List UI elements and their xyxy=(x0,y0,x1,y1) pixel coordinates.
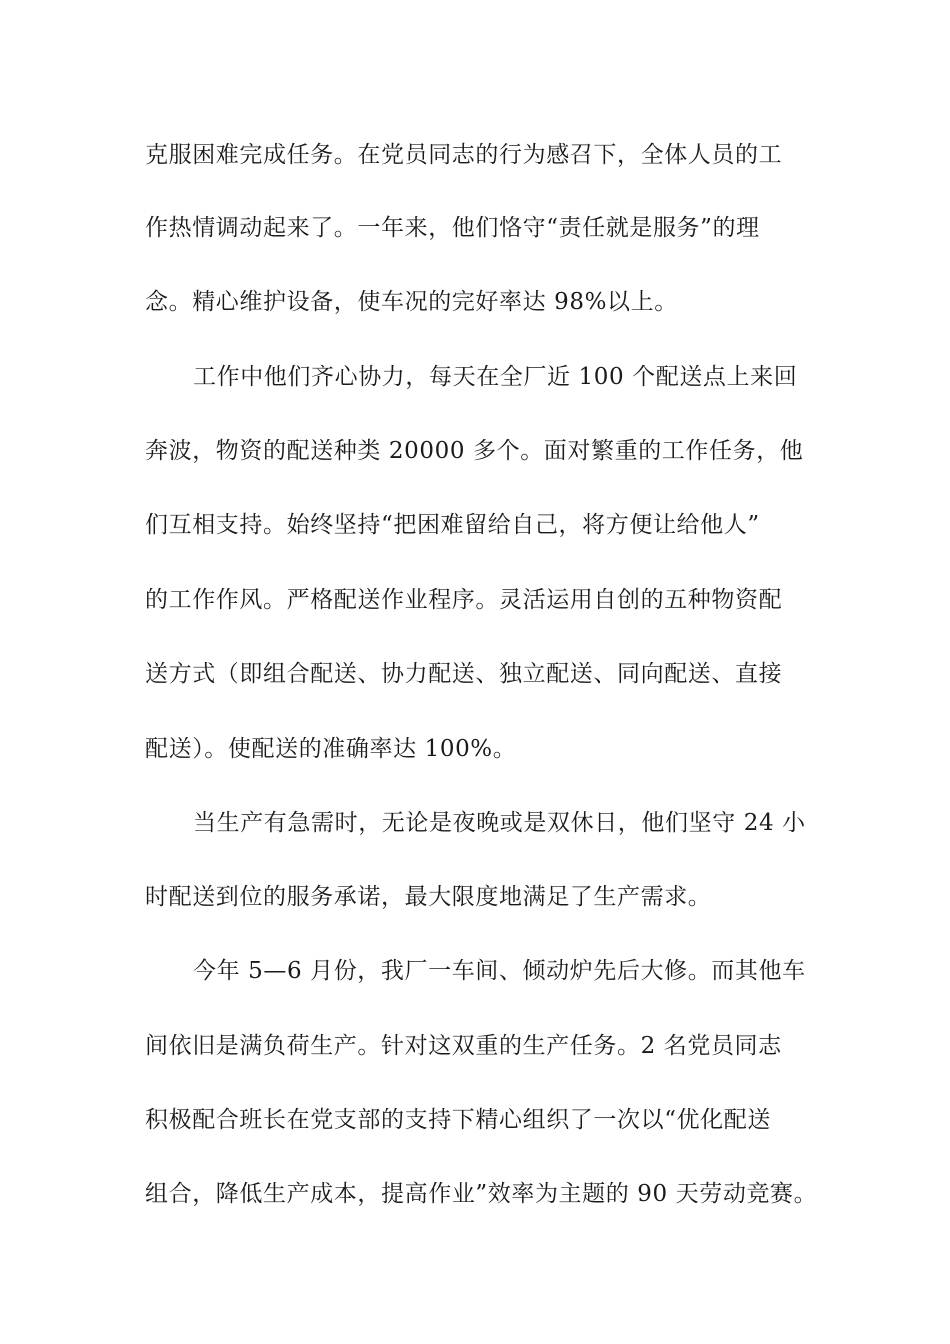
paragraph-first-line: 工作中他们齐心协力，每天在全厂近 100 个配送点上来回 xyxy=(193,364,798,390)
text-line: 念。精心维护设备，使车况的完好率达 98%以上。 xyxy=(145,289,678,315)
text-line: 配送）。使配送的准确率达 100%。 xyxy=(145,736,517,762)
text-line: 组合，降低生产成本，提高作业”效率为主题的 90 天劳动竞赛。 xyxy=(145,1181,818,1207)
paragraph-first-line: 今年 5—6 月份，我厂一车间、倾动炉先后大修。而其他车 xyxy=(193,958,806,984)
text-line: 作热情调动起来了。一年来，他们恪守“责任就是服务”的理 xyxy=(145,215,760,241)
text-line: 们互相支持。始终坚持“把困难留给自己，将方便让给他人” xyxy=(145,512,760,538)
text-line: 间依旧是满负荷生产。针对这双重的生产任务。2 名党员同志 xyxy=(145,1033,782,1059)
text-line: 送方式（即组合配送、协力配送、独立配送、同向配送、直接 xyxy=(145,661,783,687)
text-line: 奔波，物资的配送种类 20000 多个。面对繁重的工作任务，他 xyxy=(145,438,804,464)
text-line: 时配送到位的服务承诺，最大限度地满足了生产需求。 xyxy=(145,884,712,910)
text-line: 积极配合班长在党支部的支持下精心组织了一次以“优化配送 xyxy=(145,1107,771,1133)
paragraph-first-line: 当生产有急需时，无论是夜晚或是双休日，他们坚守 24 小 xyxy=(193,810,806,836)
text-line: 克服困难完成任务。在党员同志的行为感召下，全体人员的工 xyxy=(145,142,783,168)
text-line: 的工作作风。严格配送作业程序。灵活运用自创的五种物资配 xyxy=(145,587,783,613)
